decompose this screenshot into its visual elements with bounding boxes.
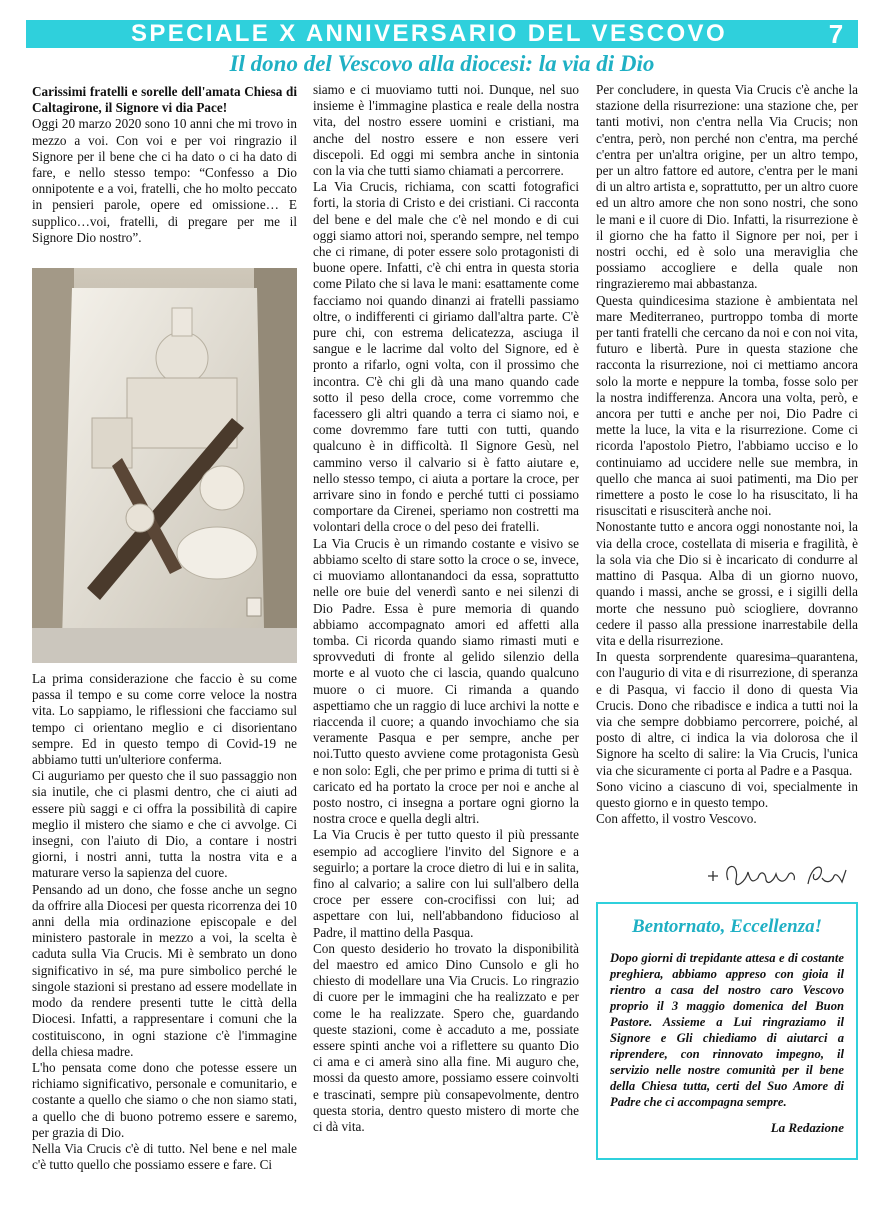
paragraph: La Via Crucis, richiama, con scatti fotografici forti, la storia di Cristo e dei cristiani. Ci racconta del bene e del male che c'è nel mondo e di cui oggi siamo attori noi, sperando sempre, nel tempo che ci rimane, di poter essere solo protagonisti di buone opere. Infatti, c'è chi entra in questa storia come Pilato che si lava le mani: esattamente come facciamo noi quando dinanzi ai fratelli passiamo oltre, o indifferenti ci giriamo dall'altra parte. C'è pure chi, con estrema delicatezza, asciuga il sangue e le lacrime dal volto del Signore, ed è pronto a rifarlo, ogni volta, con il prossimo che incontra. C'è chi gli dà una mano quando cade sotto il peso della croce, come vorremmo che facessero gli altri quando a terra ci siamo noi, e come dovremmo fare tutti con tutti, quando qualcuno è in difficoltà. Il Signore Gesù, nel cammino verso il calvario si è fatto aiutare e, nello stesso tempo, ci aiuta a portare la croce, per arrivare sino in fondo e perché tutti ci possiamo comportare da Cirenei, speriamo non costretti ma volontari della croce o del peso dei fratelli. bbox=[313, 179, 579, 535]
paragraph: Nonostante tutto e ancora oggi nonostante noi, la via della croce, costellata di miseria e fragilità, è la sola via che Dio si è incaricato di condurre al mattino di Pasqua. Alba di un giorno nuovo, quando i massi, anche se grossi, e i sigilli della morte che nessuno può sciogliere, dovranno cedere il passo alla pressione inarrestabile della vita e della risurrezione. bbox=[596, 519, 858, 648]
column-2 bbox=[313, 82, 579, 1135]
paragraph: La prima considerazione che faccio è su come passa il tempo e su come corre veloce la nostra vita. Lo sappiamo, le riflessioni che facciamo sul tempo ci orientano meglio e ci disorientano sempre. Ed in questo tempo di Covid-19 ne abbiamo tutti un'ulteriore conferma. bbox=[32, 671, 297, 768]
section-header-bar bbox=[26, 20, 858, 48]
paragraph: Questa quindicesima stazione è ambientata nel mare Mediterraneo, purtroppo tomba di morte per tanti fratelli che cercano da noi e con noi vita, futuro e libertà. Pure in questa stazione che racconta la risurrezione, noi ci mettiamo ancora solo la morte e neppure la tomba, fosse solo per la nostra indifferenza. Ancora una volta, però, e ancora per tutti e anche per noi, Dio Padre ci mette la luce, la vita e la risurrezione. Come ci ricorda l'apostolo Pietro, l'abbiamo ucciso e lo continuiamo ad uccidere nelle sue membra, in quello che manca ai suoi patimenti, ma Dio per rimettere a posto le cose lo ha risuscitato, li ha risuscitati e risusciterà anche noi. bbox=[596, 292, 858, 519]
paragraph: La Via Crucis è un rimando costante e visivo se abbiamo scelto di stare sotto la croce o se, invece, ci muoviamo allontanandoci da essa, soprattutto nelle ore buie del venerdì santo e nei silenzi di Dio Padre. Essa è pure memoria di quando abbiamo accompagnato amori ed affetti alla tomba. Ci ricorda quando siamo rimasti muti e sprovveduti di fronte al gelido silenzio della morte e al vuoto che ci lascia, quando qualcuno muore o ci muore. Ci rimanda a quando aspettiamo che un raggio di luce archivi la notte e riaccenda il cuore; a quando invochiamo che sia veramente Pasqua e per sempre, anche per noi.Tutto questo avviene come protagonista Gesù e non solo: Egli, che per primo e prima di tutti si è caricato ed ha portato la croce per noi e anche al posto nostro, ci insegna a portare ogni giorno la nostra croce e quella degli altri. bbox=[313, 535, 579, 827]
paragraph: L'ho pensata come dono che potesse essere un richiamo significativo, personale e comunitario, e costante a quello che siamo o che non siamo stati, a quello che di buono potremo essere e saremo, per grazia di Dio. bbox=[32, 1059, 297, 1140]
paragraph: Sono vicino a ciascuno di voi, specialmente in questo giorno e in questo tempo. bbox=[596, 778, 858, 810]
announcement-title: Bentornato, Eccellenza! bbox=[631, 916, 822, 937]
column-3 bbox=[596, 82, 858, 827]
paragraph: Pensando ad un dono, che fosse anche un segno da offrire alla Diocesi per questa ricorrenza dei 10 anni della mia ordinazione episcopale e del ministero pastorale in mezzo a voi, la scelta è caduta sulla Via Crucis. Mi è sembrato un dono significativo in sé, ma pure simbolico perché le singole stazioni si prestano ad essere modellate in modo da rendere presenti tutte le città della Diocesi. Infatti, a rappresentare i comuni che la costituiscono, in ogni stazione c'è l'immagine della chiesa madre. bbox=[32, 881, 297, 1059]
column-1 bbox=[32, 84, 297, 1173]
signature-icon bbox=[700, 850, 860, 900]
paragraph: Con questo desiderio ho trovato la disponibilità del maestro ed amico Dino Cunsolo e gli ho chiesto di modellare una Via Crucis. Lo ringrazio di cuore per le immagini che ha realizzato e per come le ha realizzate. Spero che, guardando queste stazioni, come è accaduto a me, possiate essere spinti anche voi a riflettere su quanto Dio ci ama e ci amerà sino alla fine. Mi auguro che, mossi da questo amore, possiamo essere coinvolti e trascinati, sempre più consapevolmente, dentro questa storia, dentro questo mistero di morte che ci dà vita. bbox=[313, 940, 579, 1134]
paragraph: Ci auguriamo per questo che il suo passaggio non sia inutile, che ci plasmi dentro, che ci aiuti ad essere più saggi e ci offra la possibilità di capire meglio il mistero che siamo e che ci avvolge. Ci insegni, con l'aiuto di Dio, a contare i nostri giorni, i nostri anni, tutta la nostra vita e a maturare verso la sapienza del cuore. bbox=[32, 768, 297, 881]
greeting-paragraph: Carissimi fratelli e sorelle dell'amata Chiesa di Caltagirone, il Signore vi dia Pace! bbox=[32, 84, 297, 116]
handwritten-signature bbox=[700, 850, 860, 900]
page-number: 7 bbox=[828, 18, 844, 49]
paragraph: Nella Via Crucis c'è di tutto. Nel bene e nel male c'è tutto quello che possiamo essere e fare. Ci bbox=[32, 1140, 297, 1173]
via-crucis-sculpture-icon bbox=[32, 268, 297, 663]
paragraph: La Via Crucis è per tutto questo il più pressante esempio ad accogliere l'invito del Signore e a seguirlo; a portare la croce dietro di lui e in salita, fino al calvario; a salire con lui sull'albero della croce per essere con-crocifissi con lui; ad aspettare con lui, nell'abbandono fiducioso al Padre, il mattino della Pasqua. bbox=[313, 827, 579, 940]
paragraph: In questa sorprendente quaresima–quarantena, con l'augurio di vita e di risurrezione, di speranza e di Pasqua, vi faccio il dono di questa Via Crucis. Dono che ribadisce e indica a tutti noi la via che sempre dobbiamo percorrere, poiché, al posto di altre, ci indica la via dolorosa che il Signore ha scelto di salire: la Via Crucis, l'unica via che sicuramente ci porta al Padre e a Pasqua. bbox=[596, 649, 858, 778]
announcement-body: Dopo giorni di trepidante attesa e di costante preghiera, abbiamo appreso con gioia il rientro a casa del nostro caro Vescovo proprio il 3 maggio domenica del Buon Pastore. Assieme a Lui ringraziamo il Signore e Gli chiediamo di aiutarci a riprendere, con rinnovato impegno, il servizio nelle nostre comunità per il bene della Chiesa tutta, certi del Suo Amore di Padre che ci accompagna sempre. bbox=[610, 951, 844, 1109]
section-title: SPECIALE X ANNIVERSARIO DEL VESCOVO bbox=[130, 20, 728, 47]
paragraph: Per concludere, in questa Via Crucis c'è anche la stazione della risurrezione: una stazione che, per tanti motivi, non c'entra nella Via Crucis; non c'entra, però, non perché non c'entra, ma perché c'entra per un'altra origine, per un altro tempo, per un altro fattore ed autore, c'entra per le mani di un altro artista e, soprattutto, per un altro cuore ed un altro amore che non sono nostri, che sono le mani e il cuore di Dio. Infatti, la risurrezione è il giorno che ha fatto il Signore per noi, per i nostri occhi, ed è solo una meraviglia che possiamo accogliere e della quale non ringrazieremo mai abbastanza. bbox=[596, 82, 858, 292]
paragraph: siamo e ci muoviamo tutti noi. Dunque, nel suo insieme è l'immagine plastica e reale della nostra vita, del nostro essere uomini e cristiani, ma anche del nostro essere e non essere veri discepoli. Ed oggi mi sembra anche in sintonia con la via che tutti siamo chiamati a percorrere. bbox=[313, 82, 579, 179]
paragraph: Con affetto, il vostro Vescovo. bbox=[596, 811, 757, 827]
announcement-signoff: La Redazione bbox=[770, 1120, 844, 1135]
article-title: Il dono del Vescovo alla diocesi: la via di Dio bbox=[229, 51, 655, 76]
sculpture-relief-image bbox=[32, 268, 297, 663]
paragraph: Oggi 20 marzo 2020 sono 10 anni che mi trovo in mezzo a voi. Con voi e per voi ringrazio il Signore per il bene che ci ha dato o ci ha dato di fare, e nello stesso tempo: “Confesso a Dio onnipotente e a voi, fratelli, che ho molto peccato in pensieri parole, opere ed omissione… E supplico…voi, fratelli, di pregare per me il Signore Dio nostro”. bbox=[32, 116, 297, 245]
announcement-box bbox=[596, 902, 858, 1160]
